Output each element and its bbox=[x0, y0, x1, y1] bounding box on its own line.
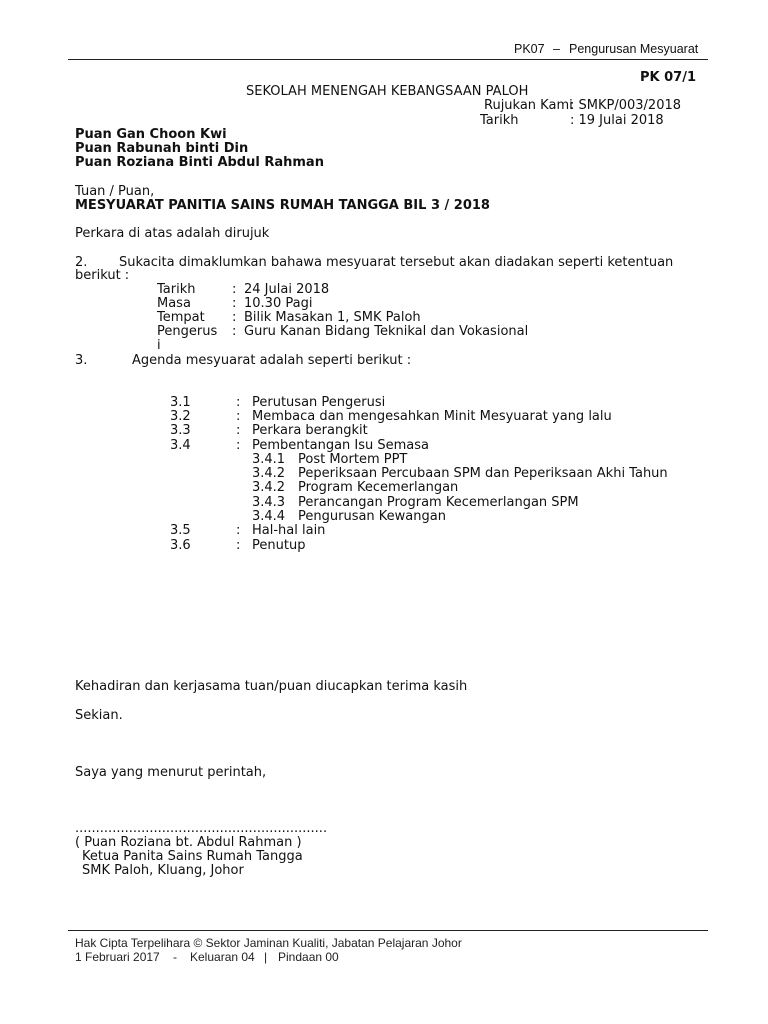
agenda-text: Pembentangan Isu Semasa bbox=[252, 438, 430, 453]
reference-label: Rujukan Kami bbox=[484, 98, 573, 113]
letter-date-label: Tarikh bbox=[480, 113, 519, 128]
para2-text: Sukacita dimaklumkan bahawa mesyuarat tersebut akan diadakan seperti ketentuan bbox=[119, 255, 674, 270]
header-code: PK07 bbox=[514, 42, 545, 56]
agenda-text: Penutup bbox=[252, 538, 306, 553]
para2-continuation: berikut : bbox=[75, 268, 130, 283]
form-code: PK 07/1 bbox=[640, 70, 697, 85]
detail-value: Bilik Masakan 1, SMK Paloh bbox=[244, 310, 421, 325]
agenda-number: 3.1 bbox=[170, 395, 191, 410]
agenda-number: 3.4 bbox=[170, 438, 191, 453]
footer-revision: Pindaan 00 bbox=[278, 950, 339, 964]
letter-date-value: : 19 Julai 2018 bbox=[570, 113, 664, 128]
subject: MESYUARAT PANITIA SAINS RUMAH TANGGA BIL 3 / 2018 bbox=[75, 198, 490, 213]
agenda-text: Hal-hal lain bbox=[252, 523, 326, 538]
detail-colon: : bbox=[232, 282, 237, 297]
sub-agenda-number: 3.4.1 bbox=[252, 452, 286, 467]
sub-agenda-number: 3.4.4 bbox=[252, 509, 286, 524]
footer-separator: | bbox=[264, 950, 268, 964]
sub-agenda-text: Perancangan Program Kecemerlangan SPM bbox=[298, 495, 579, 510]
agenda-number: 3.2 bbox=[170, 409, 191, 424]
footer-issue: Keluaran 04 bbox=[190, 950, 255, 964]
detail-value: Guru Kanan Bidang Teknikal dan Vokasional bbox=[244, 324, 529, 339]
header-dash: – bbox=[553, 42, 560, 56]
footer-separator: - bbox=[173, 950, 177, 964]
footer-copyright: Hak Cipta Terpelihara © Sektor Jaminan Kualiti, Jabatan Pelajaran Johor bbox=[75, 936, 462, 950]
recipient-1: Puan Gan Choon Kwi bbox=[75, 127, 227, 142]
para3-text: Agenda mesyuarat adalah seperti berikut : bbox=[132, 353, 412, 368]
signatory-position: Ketua Panita Sains Rumah Tangga bbox=[82, 849, 303, 864]
agenda-colon: : bbox=[236, 438, 241, 453]
closing-remark: Kehadiran dan kerjasama tuan/puan diucapkan terima kasih bbox=[75, 679, 468, 694]
agenda-text: Membaca dan mengesahkan Minit Mesyuarat yang lalu bbox=[252, 409, 612, 424]
reference-value: : SMKP/003/2018 bbox=[570, 98, 682, 113]
salutation: Tuan / Puan, bbox=[75, 184, 155, 199]
sign-intro: Saya yang menurut perintah, bbox=[75, 765, 267, 780]
sekian: Sekian. bbox=[75, 708, 123, 723]
signatory-address: SMK Paloh, Kluang, Johor bbox=[82, 863, 244, 878]
school-name: SEKOLAH MENENGAH KEBANGSAAN PALOH bbox=[246, 84, 529, 99]
agenda-colon: : bbox=[236, 395, 241, 410]
detail-value: 10.30 Pagi bbox=[244, 296, 313, 311]
footer-rule bbox=[68, 930, 708, 931]
sub-agenda-text: Post Mortem PPT bbox=[298, 452, 408, 467]
detail-colon: : bbox=[232, 296, 237, 311]
detail-label: Masa bbox=[157, 296, 191, 311]
detail-label: Tarikh bbox=[157, 282, 196, 297]
sub-agenda-number: 3.4.2 bbox=[252, 466, 286, 481]
detail-label: Pengerus bbox=[157, 324, 218, 339]
agenda-number: 3.5 bbox=[170, 523, 191, 538]
agenda-colon: : bbox=[236, 523, 241, 538]
detail-colon: : bbox=[232, 324, 237, 339]
footer-date: 1 Februari 2017 bbox=[75, 950, 160, 964]
detail-colon: : bbox=[232, 310, 237, 325]
sub-agenda-text: Pengurusan Kewangan bbox=[298, 509, 446, 524]
para3-number: 3. bbox=[75, 353, 88, 368]
para2-number: 2. bbox=[75, 255, 88, 270]
detail-label-wrap: i bbox=[157, 338, 161, 353]
intro-paragraph: Perkara di atas adalah dirujuk bbox=[75, 226, 270, 241]
signatory-name: ( Puan Roziana bt. Abdul Rahman ) bbox=[75, 835, 302, 850]
signature-line: ............................................................. bbox=[75, 821, 328, 836]
sub-agenda-number: 3.4.2 bbox=[252, 480, 286, 495]
recipient-2: Puan Rabunah binti Din bbox=[75, 141, 249, 156]
agenda-colon: : bbox=[236, 409, 241, 424]
agenda-text: Perutusan Pengerusi bbox=[252, 395, 386, 410]
agenda-number: 3.6 bbox=[170, 538, 191, 553]
sub-agenda-text: Program Kecemerlangan bbox=[298, 480, 459, 495]
agenda-colon: : bbox=[236, 423, 241, 438]
sub-agenda-number: 3.4.3 bbox=[252, 495, 286, 510]
agenda-text: Perkara berangkit bbox=[252, 423, 368, 438]
detail-label: Tempat bbox=[157, 310, 205, 325]
sub-agenda-text: Peperiksaan Percubaan SPM dan Peperiksaan Akhi Tahun bbox=[298, 466, 668, 481]
header-rule bbox=[68, 59, 708, 60]
header-title: Pengurusan Mesyuarat bbox=[569, 42, 699, 56]
recipient-3: Puan Roziana Binti Abdul Rahman bbox=[75, 155, 324, 170]
agenda-number: 3.3 bbox=[170, 423, 191, 438]
detail-value: 24 Julai 2018 bbox=[244, 282, 330, 297]
agenda-colon: : bbox=[236, 538, 241, 553]
